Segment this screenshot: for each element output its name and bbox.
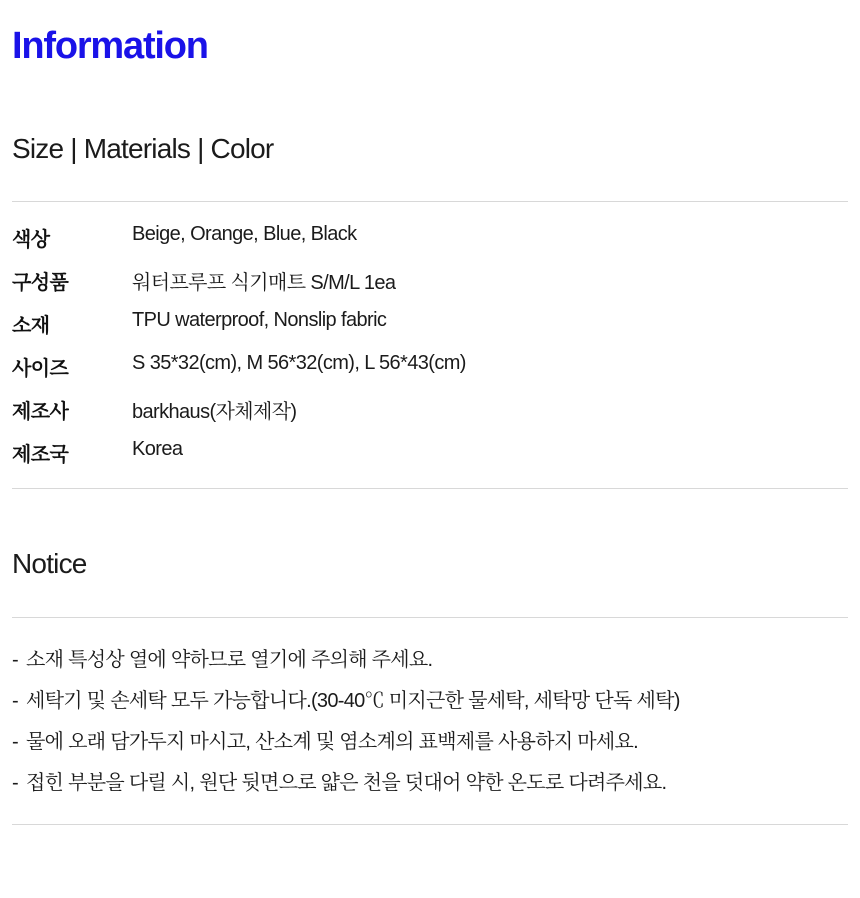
spec-value: Beige, Orange, Blue, Black — [132, 223, 357, 246]
spec-value: S 35*32(cm), M 56*32(cm), L 56*43(cm) — [132, 352, 466, 375]
notice-text: 접힌 부분을 다릴 시, 원단 뒷면으로 얇은 천을 덧대어 약한 온도로 다려주세요. — [26, 771, 667, 794]
spec-label: 제조국 — [12, 444, 69, 467]
notice-text: 물에 오래 담가두지 마시고, 산소계 및 염소계의 표백제를 사용하지 마세요. — [26, 730, 639, 753]
bullet-dash: - — [12, 648, 18, 671]
spec-value: TPU waterproof, Nonslip fabric — [132, 309, 387, 332]
table-row — [12, 388, 848, 431]
table-row — [12, 216, 848, 259]
information-page — [0, 18, 860, 898]
table-row — [12, 259, 848, 302]
notice-text: 소재 특성상 열에 약하므로 열기에 주의해 주세요. — [26, 648, 433, 671]
spec-value: barkhaus(자체제작) — [132, 401, 297, 424]
spec-label: 색상 — [12, 229, 50, 252]
notice-divider-bottom — [12, 824, 848, 825]
bullet-dash: - — [12, 689, 18, 712]
list-item — [12, 763, 848, 804]
spec-label: 구성품 — [12, 272, 69, 295]
spec-divider-bottom — [12, 488, 848, 489]
notice-text: 세탁기 및 손세탁 모두 가능합니다.(30-40℃ 미지근한 물세탁, 세탁망 단독 세탁) — [26, 689, 680, 712]
table-row — [12, 302, 848, 345]
spec-value: Korea — [132, 438, 183, 461]
spec-label: 제조사 — [12, 401, 69, 424]
spec-value: 워터프루프 식기매트 S/M/L 1ea — [132, 272, 396, 295]
spec-label: 소재 — [12, 315, 50, 338]
spec-table — [12, 216, 848, 474]
page-title: Information — [12, 25, 208, 67]
bullet-dash: - — [12, 771, 18, 794]
table-row — [12, 431, 848, 474]
notice-section-heading: Notice — [12, 548, 87, 580]
spec-label: 사이즈 — [12, 358, 69, 381]
list-item — [12, 681, 848, 722]
spec-divider-top — [12, 201, 848, 202]
list-item — [12, 722, 848, 763]
notice-list — [12, 618, 848, 824]
bullet-dash: - — [12, 730, 18, 753]
spec-section-heading: Size | Materials | Color — [12, 132, 274, 164]
table-row — [12, 345, 848, 388]
list-item — [12, 640, 848, 681]
